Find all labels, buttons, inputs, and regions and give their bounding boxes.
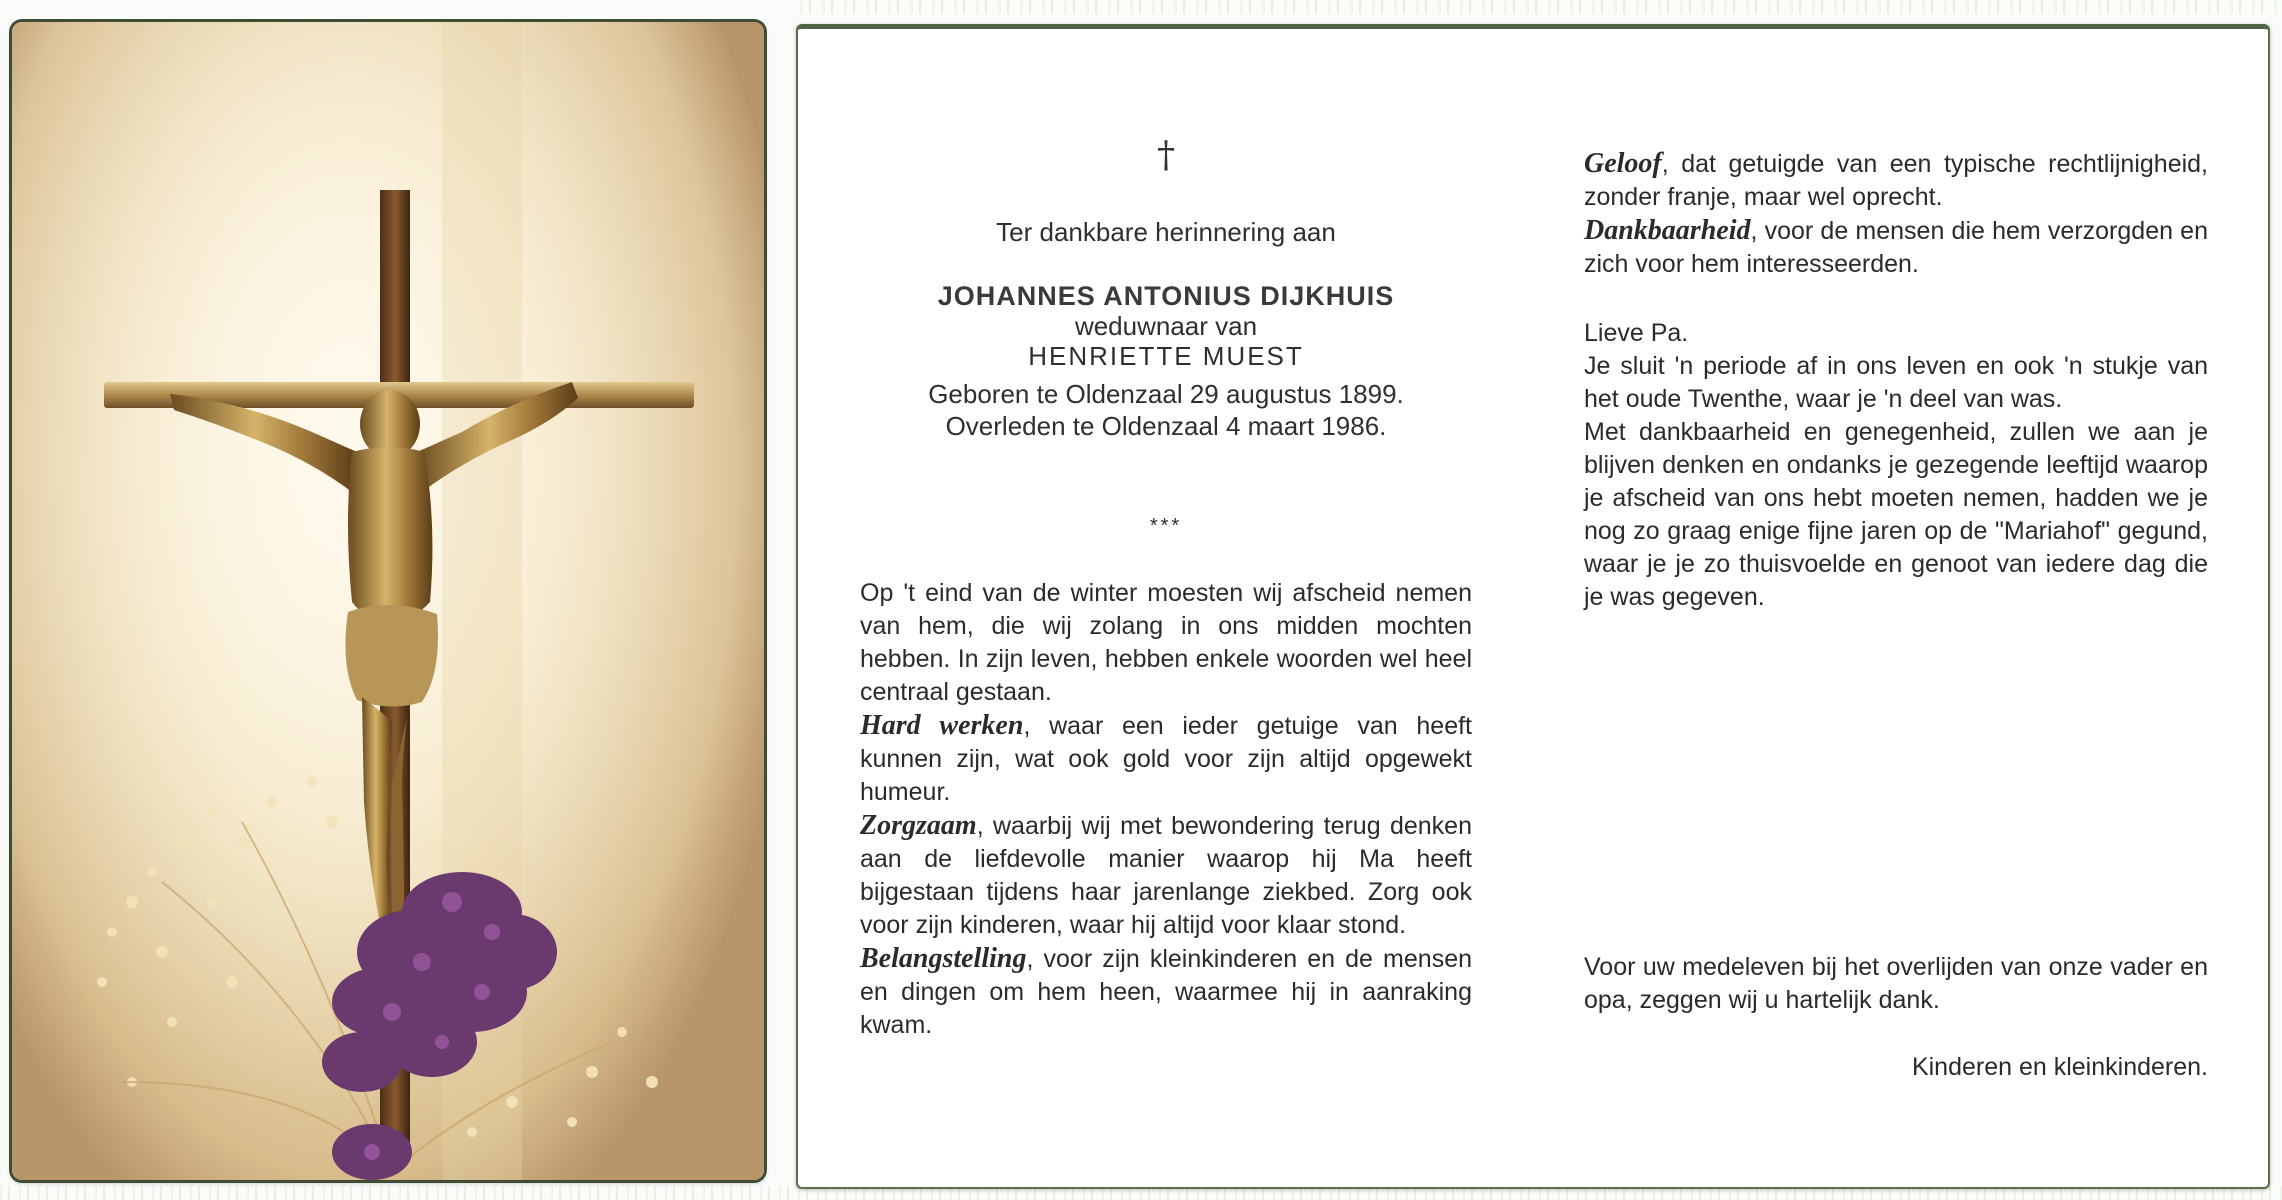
intro-line: Ter dankbare herinnering aan — [996, 217, 1336, 247]
separator-stars: *** — [1149, 515, 1183, 537]
spouse-name: HENRIETTE MUEST — [1028, 341, 1304, 371]
paragraph-lead: Belangstelling — [860, 943, 1027, 974]
paragraph-text: , waarbij wij met bewondering terug denken aan de liefdevolle manier waarop hij Ma heeft bijgestaan tijdens haar jarenlange ziekbed. Zorg ook voor zijn kinderen, waar hij altijd voor klaar stond. — [860, 812, 1472, 939]
letter-block — [1584, 317, 2208, 614]
photo-card — [12, 22, 764, 1180]
left-text-block — [860, 577, 1472, 1042]
paragraph-text: , voor de mensen die hem verzorgden en zich voor hem interesseerden. — [1584, 217, 2208, 278]
death-line: Overleden te Oldenzaal 4 maart 1986. — [945, 411, 1387, 441]
paragraph-intro — [860, 577, 1472, 709]
cross-icon: † — [1157, 135, 1175, 176]
paragraph-lead: Dankbaarheid — [1584, 215, 1751, 246]
memorial-text-card — [796, 24, 2270, 1189]
letter-body: Je sluit 'n periode af in ons leven en ook 'n stukje van het oude Twenthe, waar je 'n deel van was. — [1584, 352, 2208, 413]
relation-line: weduwnaar van — [1074, 311, 1258, 341]
paragraph-dankbaarheid — [1584, 214, 2208, 281]
scan-edge-top — [800, 0, 2282, 14]
deceased-name: JOHANNES ANTONIUS DIJKHUIS — [937, 281, 1395, 311]
paragraph-text: , waar een ieder getuige van heeft kunnen zijn, wat ook gold voor zijn altijd opgewekt humeur. — [860, 712, 1472, 806]
crucifix-photo — [12, 22, 764, 1180]
paragraph-text: , voor zijn kleinkinderen en de mensen en dingen om hem heen, waarmee hij in aanraking kwam. — [860, 945, 1472, 1039]
paragraph-zorgzaam — [860, 809, 1472, 942]
paragraph-text: , dat getuigde van een typische rechtlijnigheid, zonder franje, maar wel oprecht. — [1584, 150, 2208, 211]
paragraph-geloof — [1584, 147, 2208, 214]
paragraph-text: Op 't eind van de winter moesten wij afscheid nemen van hem, die wij zolang in ons midden mochten hebben. In zijn leven, hebben enkele woorden wel heel centraal gestaan. — [860, 579, 1472, 706]
signature: Kinderen en kleinkinderen. — [1911, 1053, 2208, 1081]
paragraph-lead: Geloof — [1584, 148, 1662, 179]
birth-line: Geboren te Oldenzaal 29 augustus 1899. — [928, 379, 1404, 409]
right-text-block — [1584, 147, 2208, 281]
letter-body-2: Met dankbaarheid en genegenheid, zullen we aan je blijven denken en ondanks je gezegende leeftijd waarop je afscheid van ons hebt moeten nemen, hadden we je nog zo graag enige fijne jaren op de "Mariahof" gegund, waar je je zo thuisvoelde en genoot van iedere dag die je was gegeven. — [1584, 418, 2208, 611]
thanks-text: Voor uw medeleven bij het overlijden van onze vader en opa, zeggen wij u hartelijk dank. — [1584, 953, 2208, 1014]
paragraph-hard-werken — [860, 709, 1472, 809]
paragraph-lead: Hard werken — [860, 710, 1024, 741]
paragraph-lead: Zorgzaam — [860, 810, 977, 841]
paragraph-belangstelling — [860, 942, 1472, 1042]
letter-salutation: Lieve Pa. — [1584, 319, 1689, 347]
